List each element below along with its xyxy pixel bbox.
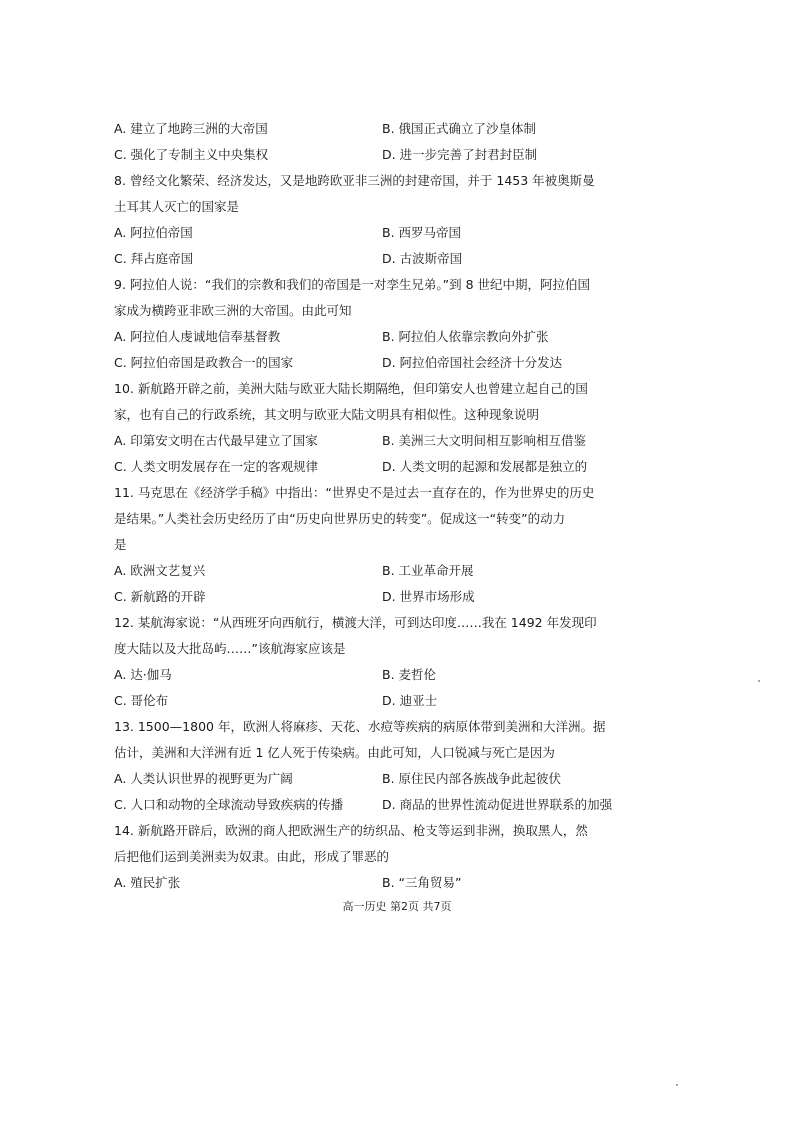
option-row bbox=[114, 792, 634, 818]
question-line: 估计，美洲和大洋洲有近 1 亿人死于传染病。由此可知，人口锐减与死亡是因为 bbox=[114, 745, 555, 760]
option-right: D. 阿拉伯帝国社会经济十分发达 bbox=[382, 355, 563, 370]
option-right: B. 西罗马帝国 bbox=[382, 225, 462, 240]
question-line: 后把他们运到美洲卖为奴隶。由此，形成了罪恶的 bbox=[114, 849, 390, 864]
option-left: A. 殖民扩张 bbox=[114, 875, 181, 890]
option-left: C. 强化了专制主义中央集权 bbox=[114, 147, 269, 162]
option-left: A. 印第安文明在古代最早建立了国家 bbox=[114, 433, 318, 448]
question-line: 土耳其人灭亡的国家是 bbox=[114, 199, 240, 214]
option-row bbox=[114, 428, 634, 454]
question-line: 9. 阿拉伯人说：“我们的宗教和我们的帝国是一对孪生兄弟。”到 8 世纪中期，阿拉伯国 bbox=[114, 277, 591, 292]
option-right: D. 进一步完善了封君封臣制 bbox=[382, 147, 538, 162]
question-line: 13. 1500—1800 年，欧洲人将麻疹、天花、水痘等疾病的病原体带到美洲和大洋洲。据 bbox=[114, 719, 606, 734]
question-line: 14. 新航路开辟后，欧洲的商人把欧洲生产的纺织品、枪支等运到非洲，换取黑人，然 bbox=[114, 823, 588, 838]
option-right: D. 迪亚士 bbox=[382, 693, 438, 708]
option-row bbox=[114, 688, 634, 714]
option-row bbox=[114, 142, 634, 168]
option-row bbox=[114, 324, 634, 350]
option-right: B. 俄国正式确立了沙皇体制 bbox=[382, 121, 537, 136]
scan-speck bbox=[676, 1084, 678, 1086]
question-line: 是 bbox=[114, 537, 127, 552]
question-content bbox=[114, 116, 634, 896]
option-left: C. 拜占庭帝国 bbox=[114, 251, 194, 266]
option-left: C. 人口和动物的全球流动导致疾病的传播 bbox=[114, 797, 344, 812]
option-left: A. 建立了地跨三洲的大帝国 bbox=[114, 121, 268, 136]
option-left: C. 新航路的开辟 bbox=[114, 589, 206, 604]
option-row bbox=[114, 220, 634, 246]
question-line: 家，也有自己的行政系统，其文明与欧亚大陆文明具有相似性。这种现象说明 bbox=[114, 407, 540, 422]
option-left: A. 人类认识世界的视野更为广阔 bbox=[114, 771, 293, 786]
question-line: 11. 马克思在《经济学手稿》中指出：“世界史不是过去一直存在的，作为世界史的历史 bbox=[114, 485, 595, 500]
option-row bbox=[114, 584, 634, 610]
option-left: A. 阿拉伯帝国 bbox=[114, 225, 193, 240]
option-right: B. 工业革命开展 bbox=[382, 563, 474, 578]
question-line: 8. 曾经文化繁荣、经济发达，又是地跨欧亚非三洲的封建帝国，并于 1453 年被奥斯曼 bbox=[114, 173, 595, 188]
option-row bbox=[114, 246, 634, 272]
option-row bbox=[114, 116, 634, 142]
option-right: B. 麦哲伦 bbox=[382, 667, 437, 682]
option-row bbox=[114, 350, 634, 376]
option-left: C. 阿拉伯帝国是政教合一的国家 bbox=[114, 355, 294, 370]
option-left: A. 达·伽马 bbox=[114, 667, 172, 682]
option-right: B. 原住民内部各族战争此起彼伏 bbox=[382, 771, 562, 786]
option-left: C. 哥伦布 bbox=[114, 693, 169, 708]
option-row bbox=[114, 454, 634, 480]
option-row bbox=[114, 766, 634, 792]
option-row bbox=[114, 870, 634, 896]
scan-speck bbox=[758, 680, 760, 682]
option-right: D. 人类文明的起源和发展都是独立的 bbox=[382, 459, 588, 474]
page-footer: 高一历史 第2页 共7页 bbox=[342, 900, 452, 913]
option-right: B. 美洲三大文明间相互影响相互借鉴 bbox=[382, 433, 587, 448]
option-left: A. 欧洲文艺复兴 bbox=[114, 563, 206, 578]
option-right: D. 古波斯帝国 bbox=[382, 251, 463, 266]
option-row bbox=[114, 662, 634, 688]
option-left: C. 人类文明发展存在一定的客观规律 bbox=[114, 459, 319, 474]
question-line: 10. 新航路开辟之前，美洲大陆与欧亚大陆长期隔绝，但印第安人也曾建立起自己的国 bbox=[114, 381, 588, 396]
option-right: B. “三角贸易” bbox=[382, 875, 462, 890]
option-row bbox=[114, 558, 634, 584]
question-line: 12. 某航海家说：“从西班牙向西航行，横渡大洋，可到达印度……我在 1492 年发现印 bbox=[114, 615, 597, 630]
option-right: D. 世界市场形成 bbox=[382, 589, 475, 604]
option-left: A. 阿拉伯人虔诚地信奉基督教 bbox=[114, 329, 281, 344]
option-right: B. 阿拉伯人依靠宗教向外扩张 bbox=[382, 329, 549, 344]
question-line: 度大陆以及大批岛屿……”该航海家应该是 bbox=[114, 641, 346, 656]
option-right: D. 商品的世界性流动促进世界联系的加强 bbox=[382, 797, 613, 812]
question-line: 是结果。”人类社会历史经历了由“历史向世界历史的转变”。促成这一“转变”的动力 bbox=[114, 511, 566, 526]
question-line: 家成为横跨亚非欧三洲的大帝国。由此可知 bbox=[114, 303, 352, 318]
